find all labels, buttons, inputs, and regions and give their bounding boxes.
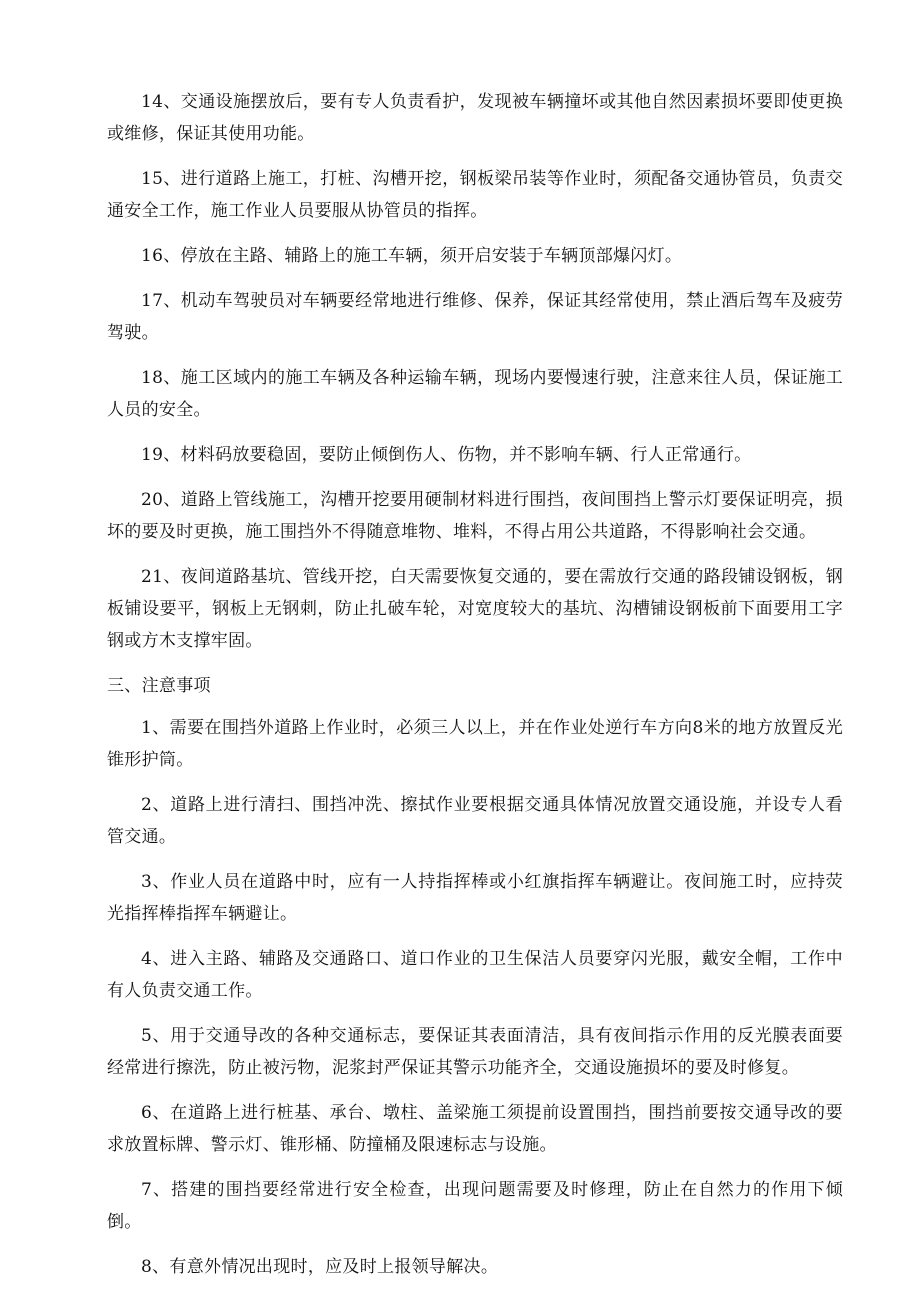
paragraph-17: 17、机动车驾驶员对车辆要经常地进行维修、保养，保证其经常使用，禁止酒后驾车及疲劳驾驶。 xyxy=(107,291,843,343)
paragraph-20: 20、道路上管线施工，沟槽开挖要用硬制材料进行围挡，夜间围挡上警示灯要保证明亮，损坏的要及时更换，施工围挡外不得随意堆物、堆料，不得占用公共道路，不得影响社会交通。 xyxy=(107,490,843,542)
document-body xyxy=(107,86,843,1296)
paragraph-14: 14、交通设施摆放后，要有专人负责看护，发现被车辆撞坏或其他自然因素损坏要即使更换或维修，保证其使用功能。 xyxy=(107,92,843,144)
notice-item-3: 3、作业人员在道路中时，应有一人持指挥棒或小红旗指挥车辆避让。夜间施工时，应持荧光指挥棒指挥车辆避让。 xyxy=(107,872,843,924)
notice-item-6: 6、在道路上进行桩基、承台、墩柱、盖梁施工须提前设置围挡，围挡前要按交通导改的要求放置标牌、警示灯、锥形桶、防撞桶及限速标志与设施。 xyxy=(107,1103,843,1155)
notice-item-8: 8、有意外情况出现时，应及时上报领导解决。 xyxy=(141,1257,499,1277)
notice-item-2: 2、道路上进行清扫、围挡冲洗、擦拭作业要根据交通具体情况放置交通设施，并设专人看管交通。 xyxy=(107,795,843,847)
notice-item-1: 1、需要在围挡外道路上作业时，必须三人以上，并在作业处逆行车方向8米的地方放置反光锥形护筒。 xyxy=(107,718,843,770)
notice-item-5: 5、用于交通导改的各种交通标志，要保证其表面清洁，具有夜间指示作用的反光膜表面要经常进行擦洗，防止被污物，泥浆封严保证其警示功能齐全，交通设施损坏的要及时修复。 xyxy=(107,1026,843,1078)
paragraph-15: 15、进行道路上施工，打桩、沟槽开挖，钢板梁吊装等作业时，须配备交通协管员，负责交通安全工作，施工作业人员要服从协管员的指挥。 xyxy=(107,169,843,221)
paragraph-19: 19、材料码放要稳固，要防止倾倒伤人、伤物，并不影响车辆、行人正常通行。 xyxy=(141,445,752,465)
paragraph-16: 16、停放在主路、辅路上的施工车辆，须开启安装于车辆顶部爆闪灯。 xyxy=(141,246,683,266)
paragraph-21: 21、夜间道路基坑、管线开挖，白天需要恢复交通的，要在需放行交通的路段铺设钢板，钢板铺设要平，钢板上无钢刺，防止扎破车轮，对宽度较大的基坑、沟槽铺设钢板前下面要用工字钢或方木支撑牢固。 xyxy=(107,567,843,651)
paragraph-18: 18、施工区域内的施工车辆及各种运输车辆，现场内要慢速行驶，注意来往人员，保证施工人员的安全。 xyxy=(107,368,843,420)
notice-item-4: 4、进入主路、辅路及交通路口、道口作业的卫生保洁人员要穿闪光服，戴安全帽，工作中有人负责交通工作。 xyxy=(107,949,843,1001)
notice-item-7: 7、搭建的围挡要经常进行安全检查，出现问题需要及时修理，防止在自然力的作用下倾倒。 xyxy=(107,1180,843,1232)
section-heading: 三、注意事项 xyxy=(107,676,211,696)
